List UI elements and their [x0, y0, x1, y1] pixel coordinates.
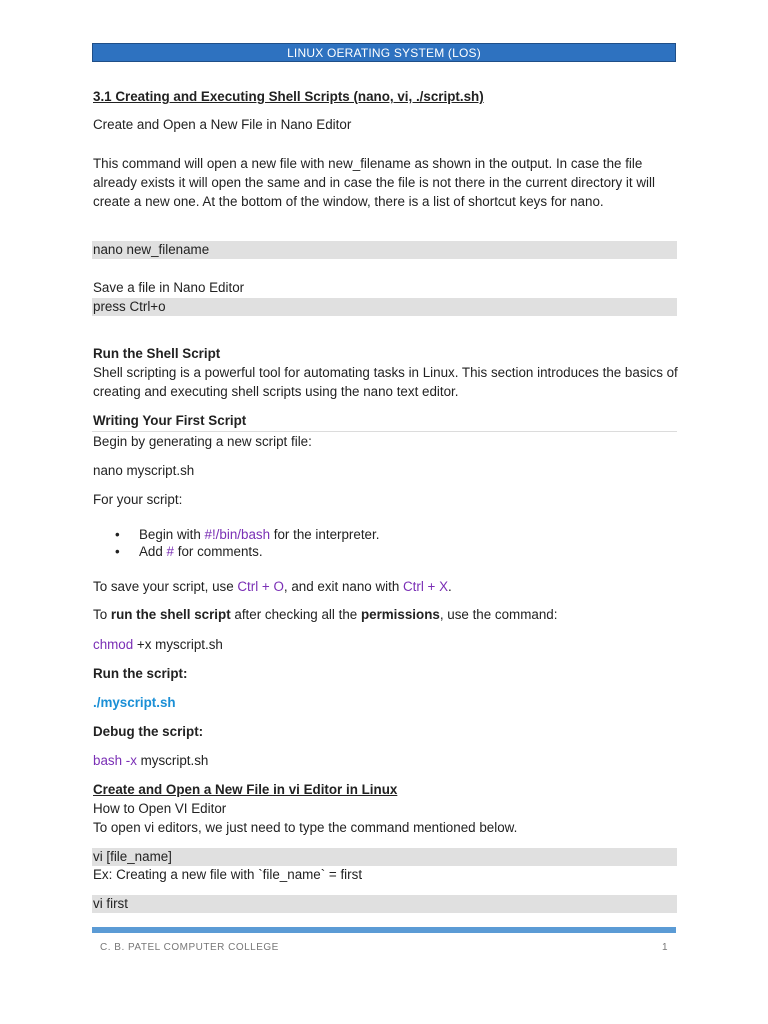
- vi-heading: Create and Open a New File in vi Editor in Linux: [93, 782, 398, 797]
- ctrl-o-key: Ctrl + O: [237, 579, 284, 594]
- code-text: vi [file_name]: [93, 849, 172, 864]
- text: To: [93, 607, 111, 622]
- save-instructions: [93, 577, 452, 596]
- code-vi-first: [92, 895, 677, 913]
- first-script-intro: Begin by generating a new script file:: [93, 434, 312, 449]
- hash-highlight: #: [166, 544, 174, 559]
- bullet-icon: •: [115, 544, 120, 559]
- chmod-command: [93, 635, 223, 654]
- vi-subheading: How to Open VI Editor: [93, 801, 227, 816]
- bullet-text: for comments.: [174, 544, 263, 559]
- bullet-text: Begin with: [139, 527, 205, 542]
- list-item: [115, 526, 379, 543]
- nano-open-heading: Create and Open a New File in Nano Editor: [93, 117, 352, 132]
- for-your-script: For your script:: [93, 492, 183, 507]
- footer-college: C. B. PATEL COMPUTER COLLEGE: [100, 942, 279, 953]
- debug-command: [93, 751, 208, 770]
- run-command: ./myscript.sh: [93, 695, 176, 710]
- bullet-text: Add: [139, 544, 167, 559]
- bullet-icon: •: [115, 527, 120, 542]
- section-title: 3.1 Creating and Executing Shell Scripts (nano, vi, ./script.sh): [93, 89, 484, 104]
- header-title: LINUX OERATING SYSTEM (LOS): [287, 46, 481, 60]
- page-number: 1: [662, 942, 668, 953]
- bullet-list: [115, 526, 379, 560]
- chmod-args: +x myscript.sh: [133, 637, 223, 652]
- run-shell-body: Shell scripting is a powerful tool for automating tasks in Linux. This section introduces the basics of creating and executing shell scripts using the nano text editor.: [93, 365, 678, 399]
- vi-example: Ex: Creating a new file with `file_name` = first: [93, 867, 363, 882]
- first-script-heading: Writing Your First Script: [93, 413, 247, 428]
- code-text: nano new_filename: [93, 242, 210, 257]
- text: , use the command:: [439, 607, 558, 622]
- vi-body: To open vi editors, we just need to type the command mentioned below.: [93, 820, 518, 835]
- bash-keyword: bash: [93, 753, 123, 768]
- nano-open-body: This command will open a new file with new_filename as shown in the output. In case the file already exists it will open the same and in case the file is not there in the current directory it will create a new one. At the bottom of the window, there is a list of shortcut keys for nano.: [93, 156, 655, 209]
- debug-args: myscript.sh: [136, 753, 209, 768]
- debug-flag: -x: [122, 753, 137, 768]
- text: .: [448, 579, 452, 594]
- debug-label: Debug the script:: [93, 724, 204, 739]
- bullet-text: for the interpreter.: [270, 527, 380, 542]
- shebang-highlight: #!/bin/bash: [204, 527, 271, 542]
- code-text: press Ctrl+o: [93, 299, 166, 314]
- code-nano-new: [92, 241, 677, 259]
- code-vi-filename: [92, 848, 677, 866]
- permissions-emphasis: permissions: [360, 607, 440, 622]
- code-nano-save: [92, 298, 677, 316]
- run-label: Run the script:: [93, 666, 188, 681]
- list-item: [115, 543, 379, 560]
- text: , and exit nano with: [283, 579, 404, 594]
- run-shell-emphasis: run the shell script: [110, 607, 231, 622]
- chmod-keyword: chmod: [93, 637, 134, 652]
- text: To save your script, use: [93, 579, 238, 594]
- run-shell-heading: Run the Shell Script: [93, 346, 221, 361]
- code-text: vi first: [93, 896, 128, 911]
- nano-command: nano myscript.sh: [93, 463, 195, 478]
- ctrl-x-key: Ctrl + X: [403, 579, 449, 594]
- permissions-instructions: [93, 605, 557, 624]
- nano-save-heading: Save a file in Nano Editor: [93, 280, 245, 295]
- text: after checking all the: [230, 607, 361, 622]
- header-bar: [92, 43, 676, 62]
- footer-divider: [92, 927, 676, 933]
